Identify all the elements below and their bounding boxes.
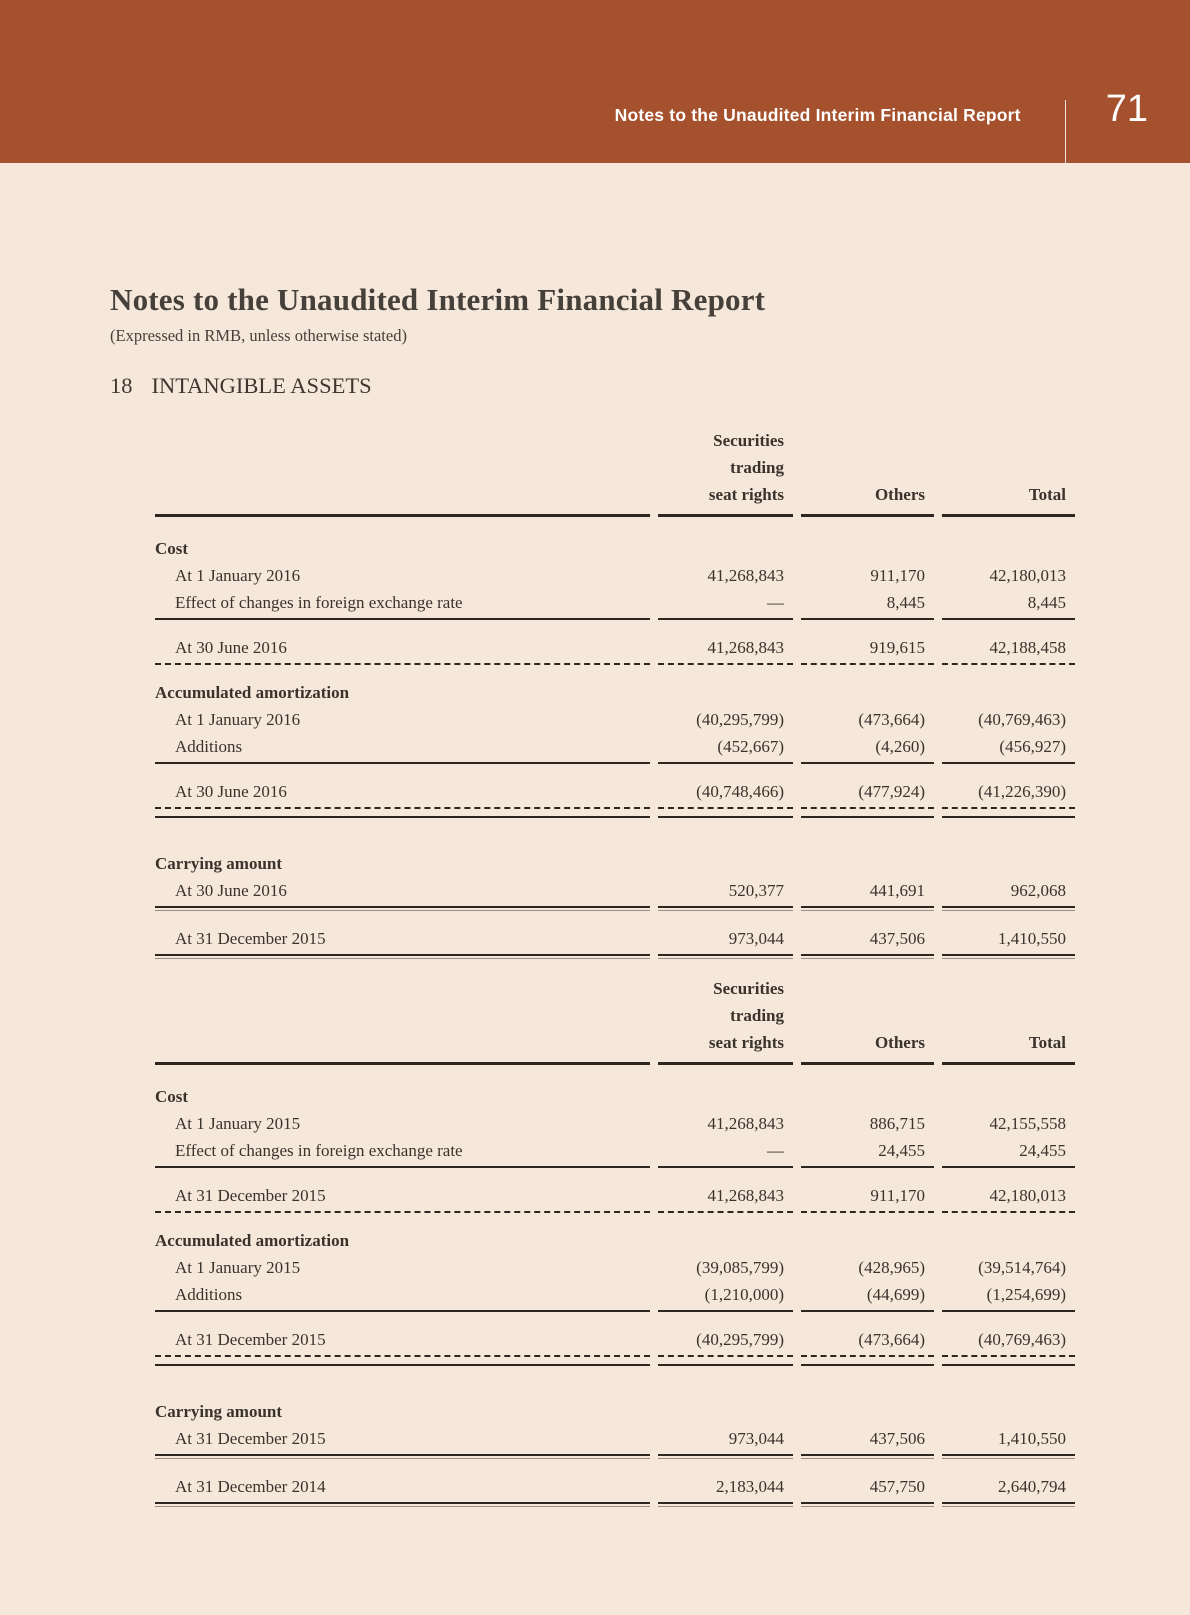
table-rule: [658, 1355, 793, 1357]
cell-value: (452,667): [717, 737, 784, 757]
table-rule-row: [155, 514, 1075, 517]
row-label: At 30 June 2016: [175, 881, 287, 901]
section-label-accumulated-amortization: Accumulated amortization: [155, 1231, 350, 1251]
table-header-row: [155, 423, 1075, 514]
table-row: [155, 1427, 1075, 1454]
cell-value: 437,506: [869, 1429, 925, 1449]
table-rule: [942, 1310, 1075, 1312]
section-header-row: [155, 1229, 1075, 1256]
table-rule: [155, 807, 650, 809]
row-label: Additions: [175, 737, 243, 757]
cell-value: (40,769,463): [978, 710, 1066, 730]
cell-value: (428,965): [858, 1258, 925, 1278]
table-rule-row: [155, 618, 1075, 620]
section-number: 18: [110, 373, 133, 399]
table-rule: [801, 1166, 934, 1168]
table-rule: [155, 906, 650, 911]
table-rule: [942, 906, 1075, 911]
table-rule: [658, 663, 793, 665]
column-header-others: [801, 1025, 934, 1062]
table-rule: [155, 514, 650, 517]
table-rule: [942, 1355, 1075, 1357]
table-rule-row: [155, 1211, 1075, 1213]
cell-value: (39,085,799): [696, 1258, 784, 1278]
cell-value: 8,445: [886, 593, 925, 613]
cell-value: (40,748,466): [696, 782, 784, 802]
row-label: At 31 December 2015: [175, 929, 326, 949]
table-rule: [942, 1364, 1075, 1366]
row-label: Effect of changes in foreign exchange rate: [175, 593, 463, 613]
page-subtitle: (Expressed in RMB, unless otherwise stated): [110, 326, 407, 346]
table-rule: [155, 618, 650, 620]
table-header-row: [155, 971, 1075, 1062]
table-rule: [155, 762, 650, 764]
table-row: [155, 735, 1075, 762]
cell-value: (456,927): [999, 737, 1066, 757]
table-rule: [658, 1062, 793, 1065]
table-rule: [155, 1355, 650, 1357]
section-label-carrying-amount: Carrying amount: [155, 1402, 283, 1422]
page-header-band: [0, 0, 1190, 163]
cell-value: 520,377: [728, 881, 784, 901]
column-header-line: trading: [730, 458, 784, 478]
table-rule: [942, 1166, 1075, 1168]
table-rule-row: [155, 1062, 1075, 1065]
cell-value: 441,691: [869, 881, 925, 901]
table-rule: [801, 1310, 934, 1312]
intangible-assets-table-2: [155, 971, 1075, 1507]
table-rule: [801, 1355, 934, 1357]
cell-value: (4,260): [875, 737, 925, 757]
page-number: 71: [1105, 88, 1148, 130]
section-label-carrying-amount: Carrying amount: [155, 854, 283, 874]
section-header-row: [155, 852, 1075, 879]
table-rule: [658, 954, 793, 959]
table-row: [155, 1475, 1075, 1502]
page-title: Notes to the Unaudited Interim Financial Report: [110, 282, 766, 317]
table-rule-row: [155, 1166, 1075, 1168]
cell-value: 2,183,044: [716, 1477, 784, 1497]
row-label: At 1 January 2016: [175, 710, 301, 730]
column-header-line: Others: [874, 485, 925, 505]
row-label: Effect of changes in foreign exchange rate: [175, 1141, 463, 1161]
table-rule: [658, 816, 793, 818]
cell-value: (1,210,000): [704, 1285, 784, 1305]
row-label: At 31 December 2015: [175, 1429, 326, 1449]
cell-value: 8,445: [1027, 593, 1066, 613]
cell-value: (473,664): [858, 1330, 925, 1350]
row-label: At 1 January 2015: [175, 1114, 301, 1134]
row-label: At 1 January 2016: [175, 566, 301, 586]
section-header-row: [155, 537, 1075, 564]
cell-value: 457,750: [869, 1477, 925, 1497]
table-rule: [155, 1166, 650, 1168]
table-rule: [155, 816, 650, 818]
table-rule: [942, 514, 1075, 517]
cell-value: (40,295,799): [696, 710, 784, 730]
table-rule: [658, 762, 793, 764]
cell-value: (473,664): [858, 710, 925, 730]
cell-value: (40,295,799): [696, 1330, 784, 1350]
table-rule: [155, 1062, 650, 1065]
running-header-title: Notes to the Unaudited Interim Financial Report: [614, 105, 1021, 125]
row-label: At 31 December 2015: [175, 1186, 326, 1206]
header-spacer-cell: [155, 503, 650, 514]
cell-value: 41,268,843: [707, 566, 784, 586]
tables-container: [155, 423, 1075, 1507]
column-header-total: [942, 1025, 1075, 1062]
column-header-line: Others: [874, 1033, 925, 1053]
row-label: Additions: [175, 1285, 243, 1305]
table-rule-row: [155, 762, 1075, 764]
cell-value: 437,506: [869, 929, 925, 949]
table-rule-row: [155, 816, 1075, 818]
table-rule: [155, 1211, 650, 1213]
table-rule: [155, 1310, 650, 1312]
section-label-cost: Cost: [155, 1087, 189, 1107]
table-row: [155, 708, 1075, 735]
table-rule: [155, 954, 650, 959]
section-header-row: [155, 681, 1075, 708]
section-label-accumulated-amortization: Accumulated amortization: [155, 683, 350, 703]
table-rule: [801, 816, 934, 818]
table-rule-row: [155, 1355, 1075, 1357]
table-row: [155, 1139, 1075, 1166]
table-rule: [801, 762, 934, 764]
column-header-total: [942, 477, 1075, 514]
table-row: [155, 591, 1075, 618]
cell-value: 42,188,458: [989, 638, 1066, 658]
table-rule: [942, 663, 1075, 665]
table-rule: [801, 807, 934, 809]
cell-value: (1,254,699): [986, 1285, 1066, 1305]
cell-value: 1,410,550: [998, 929, 1066, 949]
section-title: INTANGIBLE ASSETS: [151, 373, 372, 399]
column-header-line: Securities: [713, 979, 784, 999]
cell-value: 41,268,843: [707, 638, 784, 658]
cell-value: 911,170: [870, 1186, 925, 1206]
table-rule-row: [155, 1454, 1075, 1459]
table-rule: [658, 618, 793, 620]
table-rule: [942, 1502, 1075, 1507]
table-row: [155, 1112, 1075, 1139]
cell-value: 973,044: [728, 929, 784, 949]
cell-value: 1,410,550: [998, 1429, 1066, 1449]
table-rule: [801, 1062, 934, 1065]
table-rule: [801, 906, 934, 911]
table-rule-row: [155, 807, 1075, 809]
table-rule-row: [155, 1310, 1075, 1312]
header-divider-line: [1065, 100, 1066, 163]
table-rule: [801, 514, 934, 517]
row-label: At 30 June 2016: [175, 782, 287, 802]
cell-value: 973,044: [728, 1429, 784, 1449]
table-rule: [658, 1502, 793, 1507]
table-rule-row: [155, 1502, 1075, 1507]
cell-value: (40,769,463): [978, 1330, 1066, 1350]
row-label: At 1 January 2015: [175, 1258, 301, 1278]
page-content: [0, 163, 1190, 1507]
cell-value: 24,455: [878, 1141, 925, 1161]
table-rule-row: [155, 1364, 1075, 1366]
table-rule: [942, 1211, 1075, 1213]
section-header-row: [155, 1085, 1075, 1112]
page-header-inner: [0, 0, 1190, 163]
table-rule: [801, 1211, 934, 1213]
row-label: At 31 December 2014: [175, 1477, 326, 1497]
table-rule: [658, 807, 793, 809]
column-header-line: seat rights: [708, 1033, 784, 1053]
cell-value: —: [767, 593, 784, 613]
table-rule: [801, 1454, 934, 1459]
table-rule: [658, 1310, 793, 1312]
cell-value: 42,180,013: [989, 1186, 1066, 1206]
table-rule-row: [155, 663, 1075, 665]
table-row: [155, 927, 1075, 954]
cell-value: 911,170: [870, 566, 925, 586]
column-header-line: Securities: [713, 431, 784, 451]
cell-value: (44,699): [866, 1285, 925, 1305]
cell-value: (477,924): [858, 782, 925, 802]
table-rule: [942, 762, 1075, 764]
table-row: [155, 780, 1075, 807]
column-header-line: trading: [730, 1006, 784, 1026]
column-header-securities-trading-seat-rights: [658, 423, 793, 514]
cell-value: 2,640,794: [998, 1477, 1066, 1497]
table-rule: [942, 807, 1075, 809]
table-row: [155, 636, 1075, 663]
table-rule: [155, 1454, 650, 1459]
table-rule: [942, 816, 1075, 818]
column-header-line: seat rights: [708, 485, 784, 505]
cell-value: 886,715: [869, 1114, 925, 1134]
table-row: [155, 564, 1075, 591]
cell-value: 962,068: [1010, 881, 1066, 901]
table-row: [155, 1283, 1075, 1310]
cell-value: 42,155,558: [989, 1114, 1066, 1134]
column-header-line: Total: [1028, 485, 1066, 505]
cell-value: (39,514,764): [978, 1258, 1066, 1278]
section-heading: [110, 372, 1075, 399]
column-header-line: Total: [1028, 1033, 1066, 1053]
table-rule: [801, 1502, 934, 1507]
cell-value: —: [767, 1141, 784, 1161]
table-rule: [801, 663, 934, 665]
cell-value: 24,455: [1019, 1141, 1066, 1161]
table-rule-row: [155, 954, 1075, 959]
table-rule: [155, 663, 650, 665]
table-row: [155, 1184, 1075, 1211]
table-rule: [801, 954, 934, 959]
intangible-assets-table-1: [155, 423, 1075, 959]
table-rule: [942, 618, 1075, 620]
table-row: [155, 1256, 1075, 1283]
table-rule: [658, 1454, 793, 1459]
table-rule: [155, 1502, 650, 1507]
column-header-others: [801, 477, 934, 514]
cell-value: (41,226,390): [978, 782, 1066, 802]
table-rule: [658, 1364, 793, 1366]
table-rule: [801, 618, 934, 620]
table-rule: [658, 514, 793, 517]
table-rule: [942, 954, 1075, 959]
table-rule: [155, 1364, 650, 1366]
row-label: At 30 June 2016: [175, 638, 287, 658]
table-row: [155, 879, 1075, 906]
table-rule: [658, 906, 793, 911]
table-rule: [658, 1166, 793, 1168]
table-rule: [942, 1454, 1075, 1459]
cell-value: 41,268,843: [707, 1186, 784, 1206]
row-label: At 31 December 2015: [175, 1330, 326, 1350]
table-rule: [942, 1062, 1075, 1065]
table-rule: [658, 1211, 793, 1213]
table-rule-row: [155, 906, 1075, 911]
header-spacer-cell: [155, 1051, 650, 1062]
table-row: [155, 1328, 1075, 1355]
column-header-securities-trading-seat-rights: [658, 971, 793, 1062]
section-label-cost: Cost: [155, 539, 189, 559]
section-header-row: [155, 1400, 1075, 1427]
cell-value: 919,615: [869, 638, 925, 658]
table-rule: [801, 1364, 934, 1366]
cell-value: 41,268,843: [707, 1114, 784, 1134]
cell-value: 42,180,013: [989, 566, 1066, 586]
